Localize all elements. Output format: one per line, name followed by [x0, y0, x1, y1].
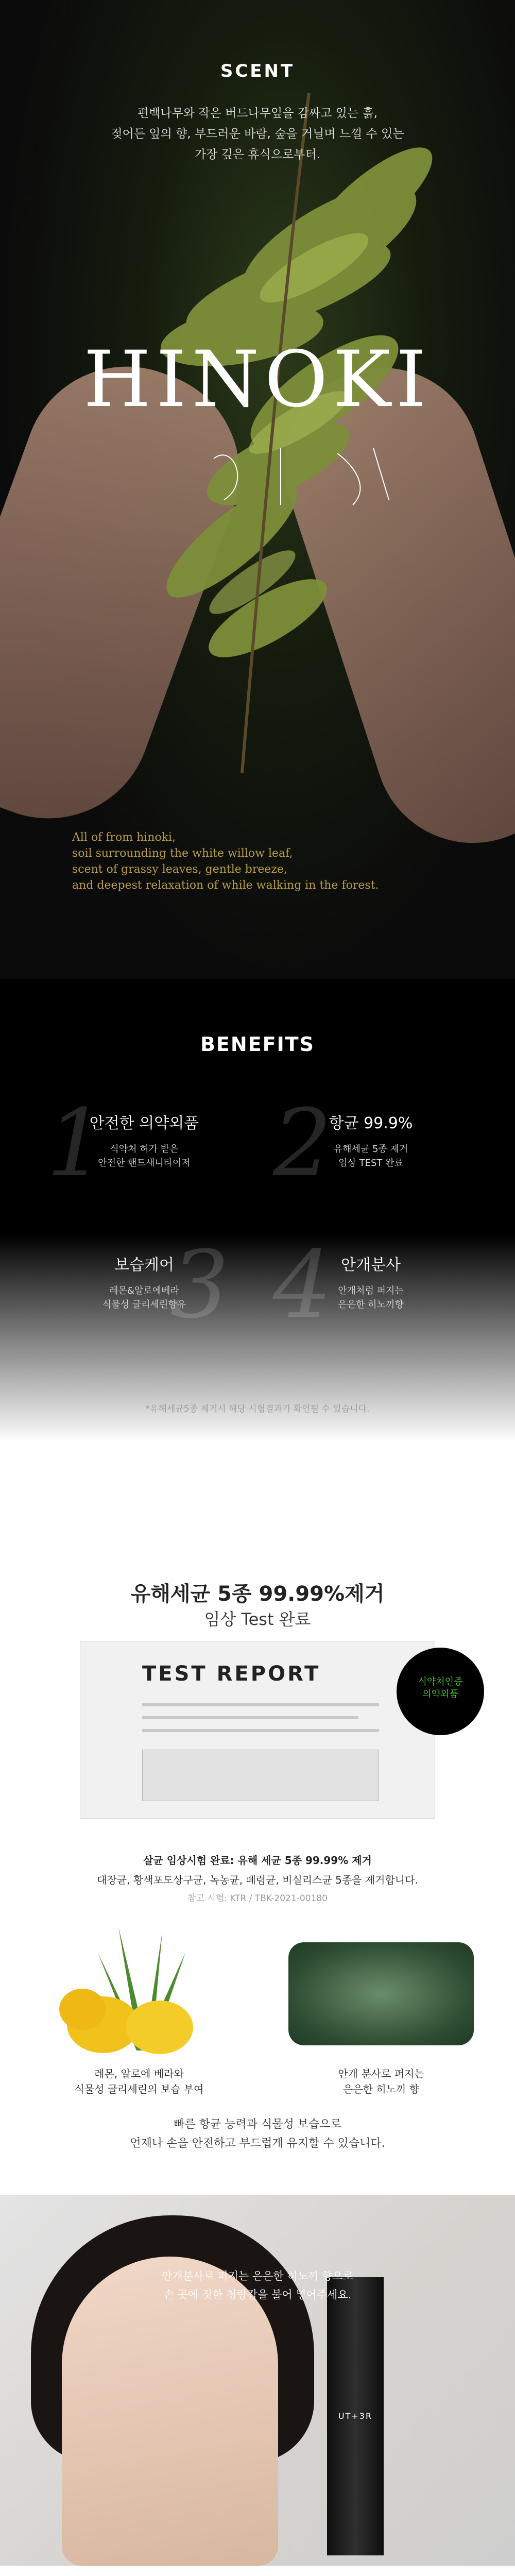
benefit-desc-line: 유해세균 5종 제거	[333, 1144, 408, 1155]
benefit-number: 1	[46, 1090, 106, 1197]
benefit-number: 4	[273, 1231, 332, 1339]
benefit-item-mist	[273, 1231, 448, 1339]
summary-text	[0, 2115, 515, 2153]
scent-section	[0, 0, 515, 979]
badge-line: 식약처인증	[418, 1676, 463, 1687]
benefit-desc-line: 식물성 글리세린함유	[102, 1299, 186, 1310]
benefit-desc	[294, 1284, 448, 1312]
scent-desc-line: 젖어든 잎의 향, 부드러운 바람, 숲을 거닐며 느낄 수 있는	[111, 127, 404, 141]
test-report-heading: TEST REPORT	[142, 1662, 321, 1686]
benefit-desc-line: 은은한 히노끼향	[338, 1299, 404, 1310]
bottle-brand-label: UT+3R	[338, 2411, 373, 2421]
photo-caption-line: 안개분사로 퍼지는 은은한 히노끼 향으로	[162, 2270, 353, 2282]
benefit-title: 보습케어	[114, 1256, 174, 1274]
hinoki-brand-title: HINOKI	[83, 335, 432, 425]
model-photo	[0, 2195, 515, 2566]
badge-line: 의약외품	[422, 1689, 458, 1700]
mist-image	[288, 1942, 474, 2045]
caption-line: 식물성 글리세린의 보습 부여	[74, 2083, 204, 2095]
report-line	[142, 1703, 379, 1706]
lemon-aloe-image	[41, 1922, 237, 2056]
product-bottle-image	[327, 2277, 384, 2555]
hinoki-calligraphy-mark	[203, 438, 399, 510]
report-line	[142, 1716, 358, 1719]
scent-desc-line: 가장 깊은 휴식으로부터.	[194, 148, 321, 161]
benefit-number: 2	[273, 1090, 332, 1197]
benefit-desc	[294, 1142, 448, 1170]
sterilization-title: 유해세균 5종 99.99%제거	[130, 1582, 385, 1606]
benefit-desc	[67, 1284, 221, 1312]
scent-eng-line: soil surrounding the white willow leaf,	[72, 847, 293, 860]
benefit-desc-line: 임상 TEST 완료	[338, 1158, 403, 1168]
benefit-desc	[67, 1142, 221, 1170]
scent-eng-line: scent of grassy leaves, gentle breeze,	[72, 863, 288, 876]
scent-english-text	[72, 829, 379, 893]
mist-caption	[288, 2066, 474, 2097]
benefit-item-safe	[46, 1090, 221, 1197]
caption-line: 안개 분사로 퍼지는	[338, 2067, 424, 2080]
bacteria-list-text: 대장균, 황색포도상구균, 녹농균, 폐렴균, 비실리스균 5종을 제거합니다.	[97, 1874, 418, 1886]
clinical-result-text: 살균 임상시험 완료: 유해 세균 5종 99.99% 제거	[143, 1854, 372, 1867]
caption-line: 레몬, 알로에 베라와	[94, 2067, 184, 2080]
benefits-section	[0, 979, 515, 1443]
caption-line: 은은한 히노끼 향	[343, 2083, 419, 2095]
scent-desc-line: 편백나무와 작은 버드나무잎을 감싸고 있는 흙,	[137, 107, 377, 120]
report-table	[142, 1750, 379, 1801]
benefits-title: BENEFITS	[200, 1033, 315, 1056]
benefit-desc-line: 레몬&알로에베라	[109, 1285, 179, 1296]
how-to-use-section	[0, 2566, 515, 2576]
benefits-footnote: *유해세균5종 제거시 해당 시험결과가 확인될 수 있습니다.	[145, 1404, 370, 1414]
benefit-title: 안전한 의약외품	[89, 1114, 199, 1132]
benefit-item-moisture	[67, 1231, 229, 1339]
sterilization-section	[0, 1443, 515, 2566]
benefit-number: 3	[170, 1231, 229, 1339]
summary-line: 빠른 항균 능력과 식물성 보습으로	[174, 2118, 341, 2131]
scent-description	[0, 103, 515, 165]
scent-title: SCENT	[220, 61, 295, 81]
photo-caption-line: 손 곳에 짓한 청량감을 불어 넣어주세요.	[163, 2289, 352, 2301]
scent-eng-line: and deepest relaxation of while walking in the forest.	[72, 879, 379, 892]
test-source-text: 참고 시험: KTR / TBK-2021-00180	[187, 1893, 328, 1904]
benefit-desc-line: 식약처 허가 받은	[110, 1144, 179, 1155]
benefit-item-antibacterial	[273, 1090, 448, 1197]
summary-line: 언제나 손을 안전하고 부드럽게 유지할 수 있습니다.	[130, 2137, 385, 2150]
test-report-image	[80, 1641, 435, 1819]
benefit-title: 안개분사	[341, 1256, 401, 1274]
benefit-title: 항균 99.9%	[329, 1114, 413, 1132]
scent-eng-line: All of from hinoki,	[72, 831, 176, 844]
sterilization-subtitle: 임상 Test 완료	[204, 1609, 311, 1629]
moisture-caption	[52, 2066, 227, 2097]
mfds-certified-badge	[397, 1648, 484, 1735]
benefit-desc-line: 안전한 핸드새니타이저	[98, 1158, 191, 1168]
benefit-desc-line: 안개처럼 퍼지는	[338, 1285, 404, 1296]
report-line	[142, 1729, 379, 1732]
photo-caption	[0, 2267, 515, 2304]
